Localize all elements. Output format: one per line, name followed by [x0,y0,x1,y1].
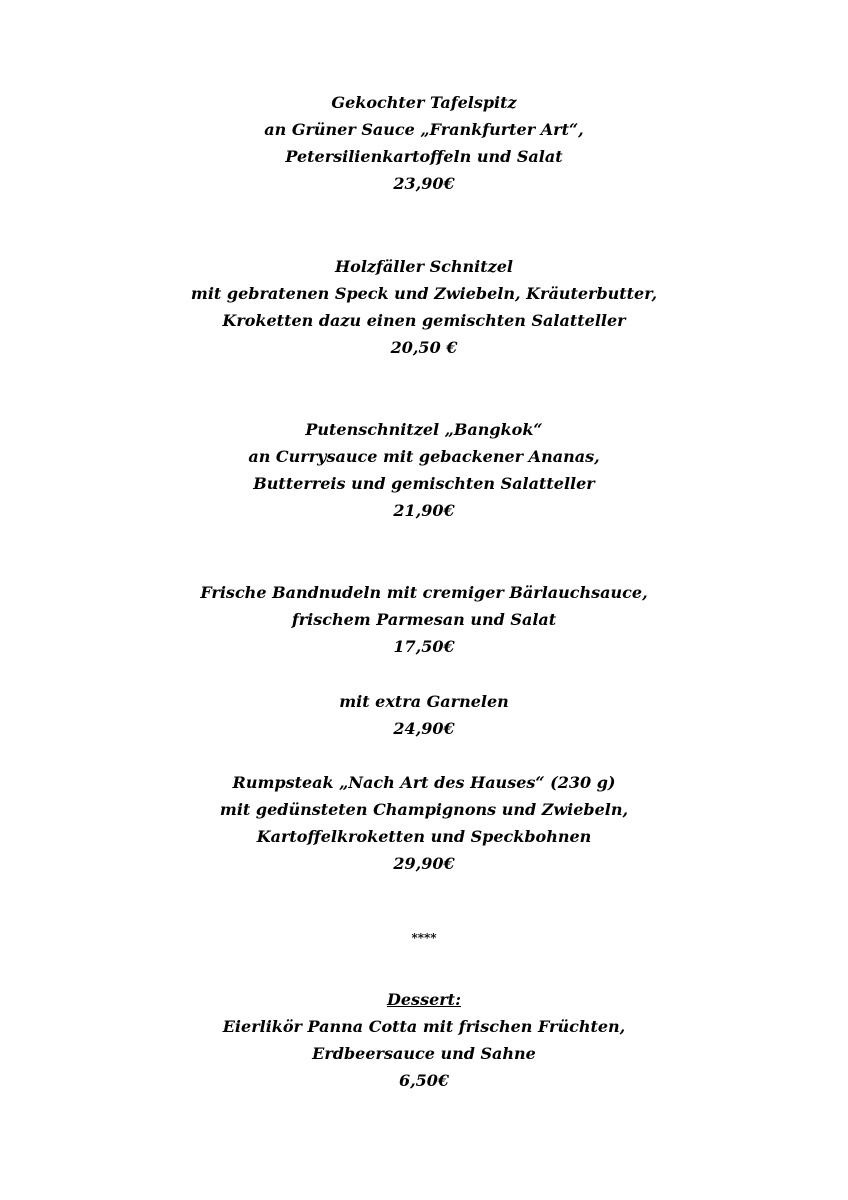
dish-description-rumpsteak-2: Kartoffelkroketten und Speckbohnen [256,827,592,846]
dish-description-holzfaeller-2: Kroketten dazu einen gemischten Salatteller [222,311,626,330]
dessert-description-1: Eierlikör Panna Cotta mit frischen Früchten, [222,1017,626,1036]
dish-price-putenschnitzel: 21,90€ [393,501,455,520]
dish-name-bandnudeln: Frische Bandnudeln mit cremiger Bärlauchsauce, [200,583,648,602]
dish-name-rumpsteak: Rumpsteak „Nach Art des Hauses“ (230 g) [232,773,616,792]
dish-name-tafelspitz: Gekochter Tafelspitz [331,93,517,112]
dish-description-rumpsteak-1: mit gedünsteten Champignons und Zwiebeln, [219,800,629,819]
dessert-description-2: Erdbeersauce und Sahne [312,1044,536,1063]
dish-price-bandnudeln: 17,50€ [393,637,455,656]
dish-price-holzfaeller: 20,50 € [390,338,458,357]
dish-description-tafelspitz-2: Petersilienkartoffeln und Salat [285,147,563,166]
dish-description-holzfaeller-1: mit gebratenen Speck und Zwiebeln, Kräuterbutter, [190,284,658,303]
dish-extra-price-bandnudeln: 24,90€ [393,719,455,738]
dish-name-putenschnitzel: Putenschnitzel „Bangkok“ [305,420,543,439]
dish-description-putenschnitzel-2: Butterreis und gemischten Salatteller [253,474,595,493]
dish-price-rumpsteak: 29,90€ [393,854,455,873]
dish-extra-bandnudeln: mit extra Garnelen [339,692,509,711]
dish-description-bandnudeln-1: frischem Parmesan und Salat [291,610,557,629]
dish-description-putenschnitzel-1: an Currysauce mit gebackener Ananas, [248,447,600,466]
section-separator: **** [411,931,437,945]
dish-name-holzfaeller: Holzfäller Schnitzel [335,257,513,276]
dessert-heading: Dessert: [387,990,461,1009]
dish-price-tafelspitz: 23,90€ [393,174,455,193]
dessert-price: 6,50€ [398,1071,450,1090]
dish-description-tafelspitz-1: an Grüner Sauce „Frankfurter Art“, [264,120,584,139]
